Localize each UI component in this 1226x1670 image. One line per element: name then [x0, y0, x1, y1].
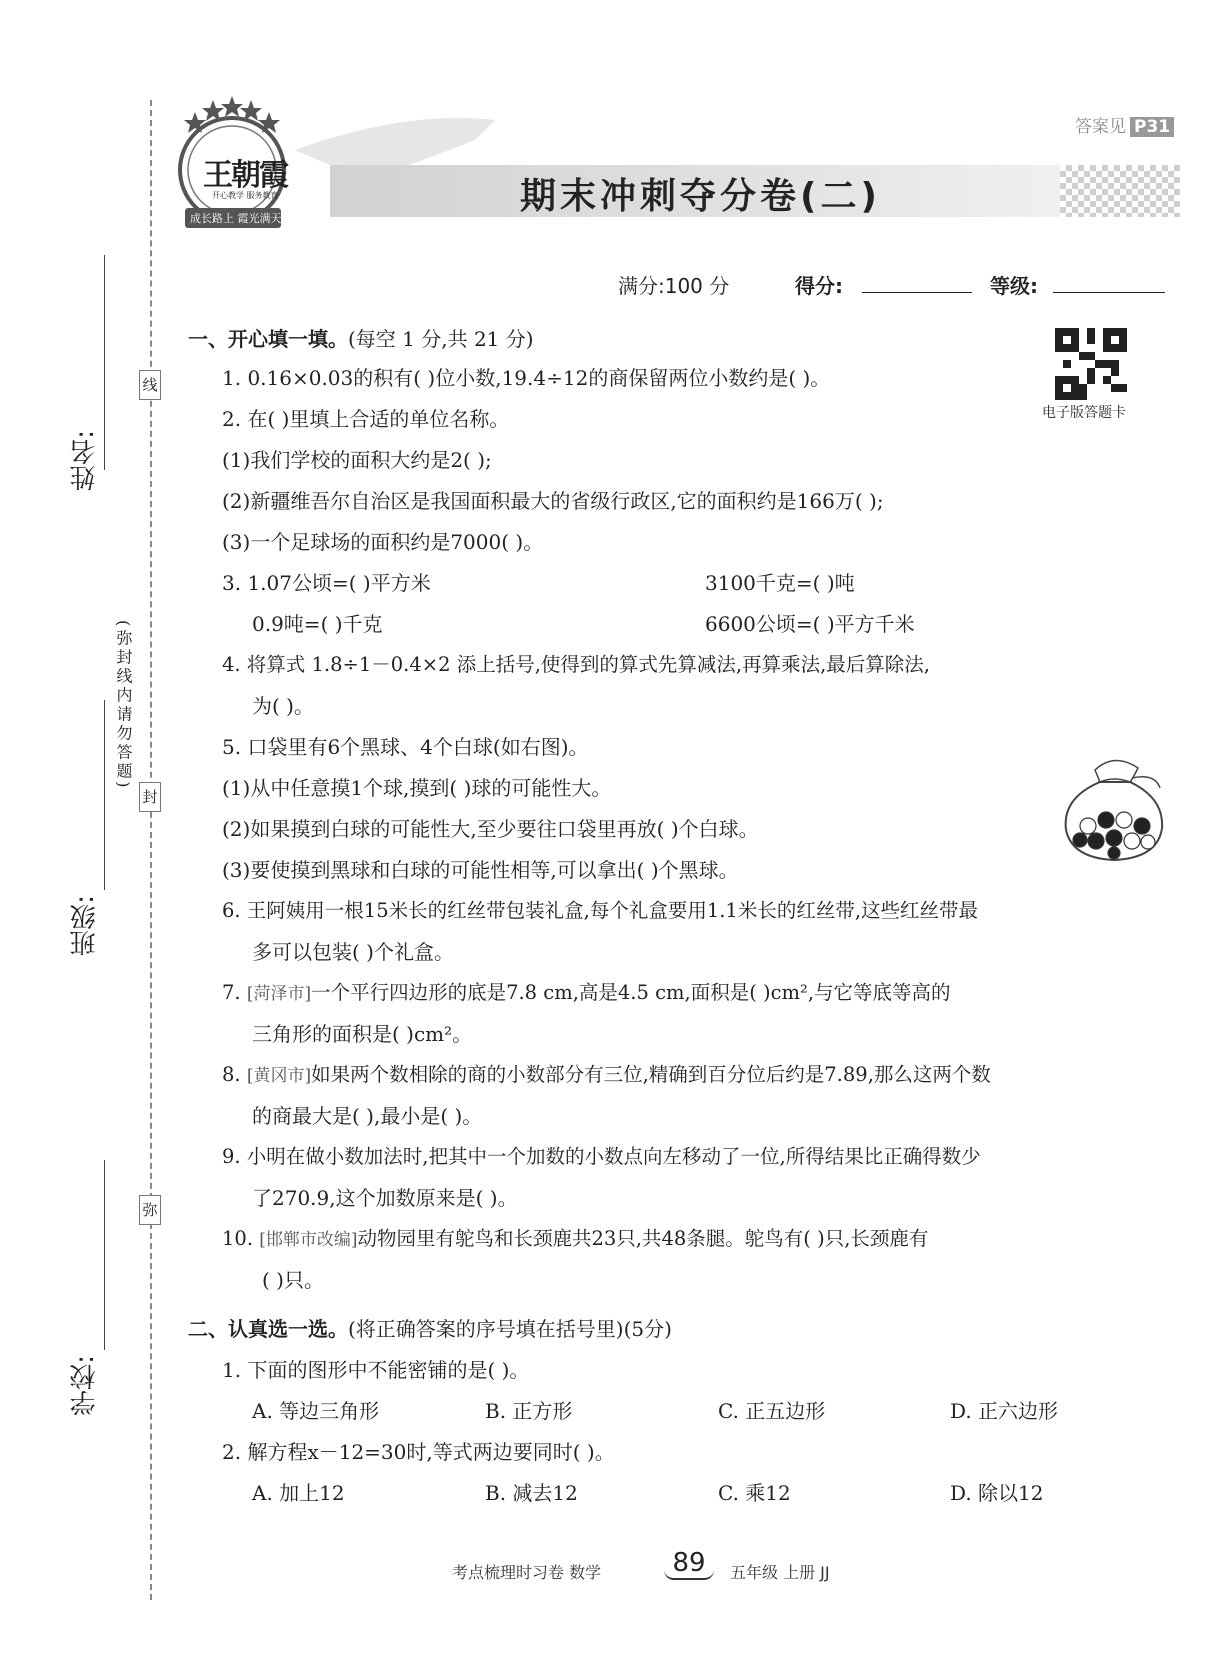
name-blank[interactable]: [104, 255, 105, 470]
question-1-7-number: 7.: [222, 981, 247, 1004]
class-label: 班级:: [70, 895, 100, 956]
section2-heading: 二、认真选一选。: [188, 1317, 348, 1341]
question-2-1: 1. 下面的图形中不能密铺的是( )。: [222, 1358, 530, 1382]
question-1-5-1: (1)从中任意摸1个球,摸到( )球的可能性大。: [222, 776, 612, 800]
question-1-3b: 3100千克=( )吨: [705, 571, 855, 595]
question-1-5: 5. 口袋里有6个黑球、4个白球(如右图)。: [222, 735, 589, 759]
question-1-5-3: (3)要使摸到黑球和白球的可能性相等,可以拿出( )个黑球。: [222, 858, 739, 882]
question-1-2-2: (2)新疆维吾尔自治区是我国面积最大的省级行政区,它的面积约是166万( );: [222, 489, 884, 513]
question-1-6: 6. 王阿姨用一根15米长的红丝带包装礼盒,每个礼盒要用1.1米长的红丝带,这些红丝带最: [222, 899, 979, 922]
section2-title: [188, 1313, 672, 1342]
logo-ribbon-text: 成长路上 霞光满天: [190, 212, 282, 225]
qr-code-icon[interactable]: [1055, 328, 1127, 400]
question-1-8-cont: 的商最大是( ),最小是( )。: [252, 1104, 483, 1128]
q2-1-option-c[interactable]: C. 正五边形: [718, 1399, 826, 1423]
q2-1-option-d[interactable]: D. 正六边形: [950, 1399, 1059, 1423]
page-title: 期末冲刺夺分卷(二): [520, 176, 881, 217]
question-1-8: [222, 1059, 991, 1087]
seal-mark-line: 线: [139, 370, 161, 400]
q2-2-option-a[interactable]: A. 加上12: [252, 1481, 345, 1505]
question-1-4-cont: 为( )。: [252, 694, 314, 718]
footer-grade: 五年级 上册 JJ: [730, 1563, 830, 1582]
school-label: 学校:: [70, 1355, 100, 1416]
question-1-2: 2. 在( )里填上合适的单位名称。: [222, 407, 510, 431]
seal-mark-close: 弥: [139, 1195, 161, 1225]
q2-1-option-a[interactable]: A. 等边三角形: [252, 1399, 380, 1423]
class-blank[interactable]: [104, 700, 105, 890]
question-1-10-text: 动物园里有鸵鸟和长颈鹿共23只,共48条腿。鸵鸟有( )只,长颈鹿有: [357, 1227, 929, 1250]
question-2-2: 2. 解方程x－12=30时,等式两边要同时( )。: [222, 1440, 615, 1464]
answer-reference: [1075, 112, 1174, 137]
question-1-3a: 3. 1.07公顷=( )平方米: [222, 571, 431, 595]
score-blank[interactable]: [862, 270, 972, 293]
source-tag-heze: [菏泽市]: [246, 984, 312, 1004]
grade-label: 等级:: [990, 274, 1038, 298]
question-1-10-cont: ( )只。: [262, 1268, 324, 1292]
ball-bag-illustration: [1060, 748, 1168, 863]
question-1-3d: 6600公顷=( )平方千米: [705, 612, 915, 636]
question-1-2-3: (3)一个足球场的面积约是7000( )。: [222, 530, 544, 554]
question-1-5-2: (2)如果摸到白球的可能性大,至少要往口袋里再放( )个白球。: [222, 817, 759, 841]
section2-note: (将正确答案的序号填在括号里)(5分): [348, 1317, 672, 1341]
seal-warning-note: (弥封线内请勿答题): [114, 620, 133, 791]
question-1-2-1: (1)我们学校的面积大约是2( );: [222, 448, 492, 472]
question-1-9: 9. 小明在做小数加法时,把其中一个加数的小数点向左移动了一位,所得结果比正确得数少: [222, 1145, 981, 1168]
banner-checker-pattern: [1060, 165, 1180, 217]
full-score: 满分:100 分: [618, 274, 730, 298]
question-1-1: 1. 0.16×0.03的积有( )位小数,19.4÷12的商保留两位小数约是( )。: [222, 366, 831, 390]
q2-2-option-c[interactable]: C. 乘12: [718, 1481, 791, 1505]
seal-dashed-line: [150, 100, 152, 1600]
answer-ref-page: P31: [1130, 117, 1174, 137]
q2-1-option-b[interactable]: B. 正方形: [485, 1399, 573, 1423]
answer-ref-label: 答案见: [1075, 117, 1126, 137]
footer-book-title: 考点梳理时习卷 数学: [452, 1563, 602, 1582]
name-label: 姓名:: [70, 430, 100, 491]
score-label: 得分:: [795, 274, 843, 298]
page-number: 89: [664, 1548, 714, 1580]
logo-subtitle: 开心教学 服务教育: [212, 191, 279, 200]
question-1-3c: 0.9吨=( )千克: [252, 612, 383, 636]
question-1-7: [222, 977, 951, 1005]
school-blank[interactable]: [104, 1160, 105, 1350]
question-1-7-cont: 三角形的面积是( )cm²。: [252, 1022, 473, 1046]
seal-mark-seal: 封: [139, 782, 161, 812]
question-1-10-number: 10.: [222, 1227, 260, 1250]
section1-heading: 一、开心填一填。: [188, 327, 348, 351]
source-tag-huanggang: [黄冈市]: [246, 1066, 312, 1086]
question-1-8-text: 如果两个数相除的商的小数部分有三位,精确到百分位后约是7.89,那么这两个数: [311, 1063, 991, 1086]
source-tag-handan: [邯郸市改编]: [259, 1230, 358, 1250]
question-1-6-cont: 多可以包装( )个礼盒。: [252, 940, 454, 964]
question-1-4: 4. 将算式 1.8÷1－0.4×2 添上括号,使得到的算式先算减法,再算乘法,最后算除法,: [222, 653, 931, 676]
question-1-10: [222, 1223, 928, 1251]
question-1-9-cont: 了270.9,这个加数原来是( )。: [252, 1186, 518, 1210]
qr-caption: 电子版答题卡: [1042, 405, 1126, 421]
logo-brand-text: 王朝霞: [203, 158, 287, 193]
section1-title: [188, 323, 534, 352]
grade-blank[interactable]: [1053, 270, 1165, 293]
question-1-8-number: 8.: [222, 1063, 247, 1086]
q2-2-option-b[interactable]: B. 减去12: [485, 1481, 578, 1505]
section1-note: (每空 1 分,共 21 分): [348, 327, 534, 351]
q2-2-option-d[interactable]: D. 除以12: [950, 1481, 1044, 1505]
question-1-7-text: 一个平行四边形的底是7.8 cm,高是4.5 cm,面积是( )cm²,与它等底等高的: [311, 981, 951, 1004]
